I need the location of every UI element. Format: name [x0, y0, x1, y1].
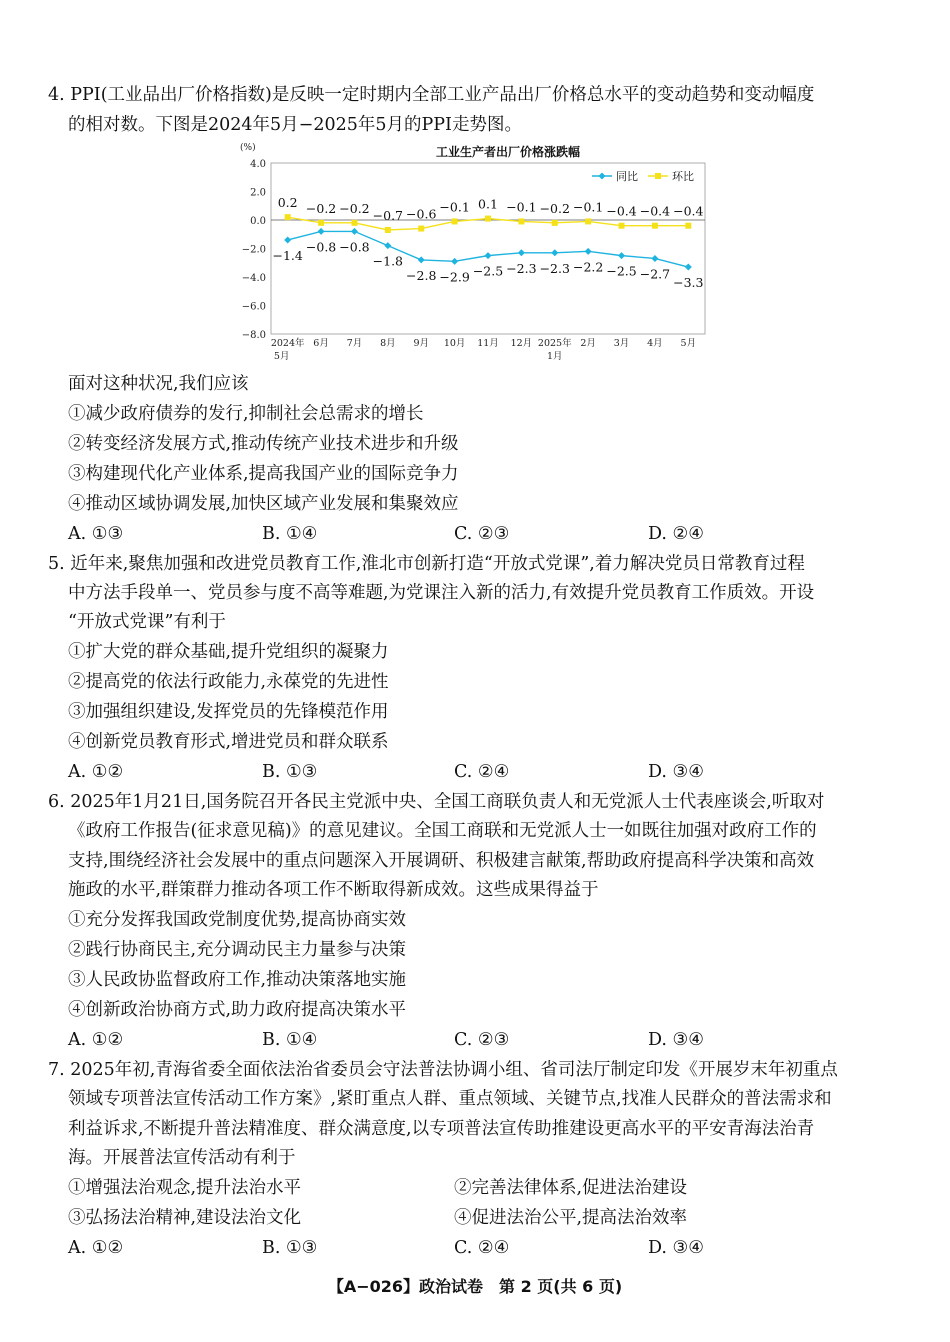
y-tick-label: −8.0: [241, 330, 266, 341]
q6-choice-d[interactable]: D. ③④: [648, 1030, 704, 1050]
q5-option-4: ④创新党员教育形式,增进党员和群众联系: [68, 732, 389, 752]
x-tick-label: 11月: [477, 338, 499, 349]
q5-choice-d[interactable]: D. ③④: [648, 762, 704, 782]
q7-option-2: ②完善法律体系,促进法治建设: [454, 1178, 688, 1198]
data-point: [318, 228, 325, 235]
data-label: 0.2: [277, 195, 298, 211]
y-axis-unit: (%): [240, 143, 256, 153]
data-point: [685, 223, 691, 229]
data-label: −2.2: [572, 259, 604, 275]
x-tick-label: 8月: [380, 338, 396, 349]
y-tick-label: −2.0: [241, 244, 266, 256]
data-point: [518, 249, 525, 256]
data-label: −2.9: [439, 269, 470, 285]
q4-choice-d[interactable]: D. ②④: [648, 524, 704, 544]
q6-option-4: ④创新政治协商方式,助力政府提高决策水平: [68, 1000, 407, 1020]
q5-option-2: ②提高党的依法行政能力,永葆党的先进性: [68, 672, 389, 692]
q4-option-2: ②转变经济发展方式,推动传统产业技术进步和升级: [68, 434, 459, 454]
q5-choice-a[interactable]: A. ①②: [68, 762, 124, 782]
q4-stem-line1: 4. PPI(工业品出厂价格指数)是反映一定时期内全部工业产品出厂价格总水平的变动趋势和变动幅度: [48, 85, 815, 105]
chart-title: 工业生产者出厂价格涨跌幅: [435, 145, 581, 159]
q6-option-2: ②践行协商民主,充分调动民主力量参与决策: [68, 940, 407, 960]
data-point: [618, 252, 625, 259]
data-label: −2.7: [639, 266, 671, 282]
x-tick-label: 12月: [510, 338, 533, 349]
data-point: [685, 264, 692, 271]
x-tick-label: 4月: [647, 338, 663, 349]
q6-choice-b[interactable]: B. ①④: [262, 1030, 318, 1050]
legend-marker: [599, 173, 606, 180]
q6-option-3: ③人民政协监督政府工作,推动决策落地实施: [68, 970, 407, 990]
q4-option-4: ④推动区域协调发展,加快区域产业发展和集聚效应: [68, 494, 459, 514]
q4-choice-b[interactable]: B. ①④: [262, 524, 318, 544]
data-point: [485, 216, 491, 222]
q7-stem-line3: 利益诉求,不断提升普法精准度、群众满意度,以专项普法宣传助推建设更高水平的平安青海法治青: [68, 1119, 815, 1139]
x-tick-label-sub: 1月: [546, 351, 563, 362]
x-tick-label: 3月: [613, 338, 630, 349]
x-tick-label: 5月: [680, 338, 697, 349]
q7-option-3: ③弘扬法治精神,建设法治文化: [68, 1208, 302, 1228]
data-point: [318, 220, 324, 226]
q5-choice-b[interactable]: B. ①③: [262, 762, 318, 782]
data-label: −1.8: [372, 253, 404, 269]
x-tick-label-sub: 5月: [273, 351, 290, 362]
y-tick-label: −6.0: [241, 301, 266, 313]
legend-label: 同比: [616, 170, 638, 183]
data-point: [619, 223, 625, 229]
q7-stem-line2: 领域专项普法宣传活动工作方案》,紧盯重点人群、重点领域、关键节点,找准人民群众的普法需求和: [68, 1089, 832, 1109]
q5-option-1: ①扩大党的群众基础,提升党组织的凝聚力: [68, 642, 389, 662]
data-label: −0.2: [305, 200, 337, 216]
legend-label: 环比: [672, 170, 694, 183]
data-label: −2.3: [539, 260, 570, 276]
y-tick-label: 0.0: [250, 216, 266, 227]
q4-option-1: ①减少政府债券的发行,抑制社会总需求的增长: [68, 404, 424, 424]
data-label: −0.4: [606, 203, 637, 219]
x-tick-label: 2月: [580, 338, 596, 349]
data-label: −0.1: [572, 199, 604, 215]
q6-stem-line4: 施政的水平,群策群力推动各项工作不断取得新成效。这些成果得益于: [68, 880, 599, 900]
data-label: −3.3: [673, 275, 704, 291]
q5-stem-line3: “开放式党课”有利于: [68, 612, 226, 632]
data-point: [385, 227, 391, 233]
data-point: [418, 256, 425, 263]
q7-choice-b[interactable]: B. ①③: [262, 1238, 318, 1258]
data-label: −0.4: [673, 203, 704, 219]
q6-choice-a[interactable]: A. ①②: [68, 1030, 124, 1050]
data-label: −0.1: [506, 199, 537, 215]
y-tick-label: 4.0: [250, 159, 266, 170]
q7-stem-line4: 海。开展普法宣传活动有利于: [68, 1148, 296, 1168]
data-label: −2.3: [506, 260, 537, 276]
data-label: 0.1: [478, 196, 498, 212]
data-point: [451, 258, 458, 265]
data-label: −2.8: [406, 267, 437, 283]
y-tick-label: −4.0: [241, 273, 266, 284]
data-point: [551, 249, 558, 256]
q4-choice-a[interactable]: A. ①③: [68, 524, 124, 544]
data-label: −0.1: [439, 199, 470, 215]
data-point: [384, 242, 391, 249]
q4-lead: 面对这种状况,我们应该: [68, 374, 249, 394]
q5-choice-c[interactable]: C. ②④: [454, 762, 510, 782]
q4-stem-line2: 的相对数。下图是2024年5月−2025年5月的PPI走势图。: [68, 115, 522, 135]
q5-stem-line2: 中方法手段单一、党员参与度不高等难题,为党课注入新的活力,有效提升党员教育工作质效。开设: [68, 583, 815, 603]
q7-choice-c[interactable]: C. ②④: [454, 1238, 510, 1258]
data-point: [552, 220, 558, 226]
q4-option-3: ③构建现代化产业体系,提高我国产业的国际竞争力: [68, 464, 459, 484]
data-point: [418, 226, 424, 232]
x-tick-label: 9月: [413, 338, 430, 349]
data-point: [652, 223, 658, 229]
q7-option-1: ①增强法治观念,提升法治水平: [68, 1178, 302, 1198]
data-point: [285, 214, 291, 220]
data-label: −0.8: [305, 239, 337, 255]
data-point: [518, 218, 524, 224]
data-label: −0.2: [339, 200, 370, 216]
data-point: [585, 248, 592, 255]
q7-option-4: ④促进法治公平,提高法治效率: [454, 1208, 688, 1228]
data-point: [351, 228, 358, 235]
q6-stem-line3: 支持,围绕经济社会发展中的重点问题深入开展调研、积极建言献策,帮助政府提高科学决策和高效: [68, 851, 815, 871]
x-tick-label: 10月: [443, 338, 466, 349]
data-label: −0.8: [339, 239, 370, 255]
ppi-chart: [232, 140, 712, 365]
data-label: −0.7: [372, 207, 404, 223]
q6-stem-line1: 6. 2025年1月21日,国务院召开各民主党派中央、全国工商联负责人和无党派人士代表座谈会,听取对: [48, 792, 825, 812]
legend-marker: [655, 173, 661, 179]
data-point: [485, 252, 492, 259]
q6-stem-line2: 《政府工作报告(征求意见稿)》的意见建议。全国工商联和无党派人士一如既往加强对政府工作的: [68, 821, 817, 841]
x-tick-label: 6月: [313, 338, 329, 349]
data-point: [585, 218, 591, 224]
q4-choice-c[interactable]: C. ②③: [454, 524, 510, 544]
x-tick-label: 7月: [346, 338, 363, 349]
data-label: −0.2: [539, 200, 570, 216]
q5-stem-line1: 5. 近年来,聚焦加强和改进党员教育工作,淮北市创新打造“开放式党课”,着力解决党员日常教育过程: [48, 554, 805, 574]
q7-choice-a[interactable]: A. ①②: [68, 1238, 124, 1258]
y-tick-label: 2.0: [250, 187, 266, 199]
q7-stem-line1: 7. 2025年初,青海省委全面依法治省委员会守法普法协调小组、省司法厅制定印发《开展岁末年初重点: [48, 1060, 838, 1080]
data-point: [452, 218, 458, 224]
data-label: −2.5: [606, 263, 637, 279]
page-footer: 【A−026】政治试卷 第 2 页(共 6 页): [327, 1277, 623, 1296]
data-point: [651, 255, 658, 262]
x-tick-label: 2024年: [270, 338, 305, 349]
data-label: −1.4: [272, 247, 303, 263]
data-point: [284, 236, 291, 243]
data-label: −0.4: [639, 203, 671, 219]
q6-choice-c[interactable]: C. ②③: [454, 1030, 510, 1050]
q7-choice-d[interactable]: D. ③④: [648, 1238, 704, 1258]
data-point: [351, 220, 357, 226]
x-tick-label: 2025年: [537, 338, 572, 349]
q5-option-3: ③加强组织建设,发挥党员的先锋模范作用: [68, 702, 389, 722]
q6-option-1: ①充分发挥我国政党制度优势,提高协商实效: [68, 910, 407, 930]
data-label: −2.5: [472, 263, 504, 279]
data-label: −0.6: [406, 206, 437, 222]
